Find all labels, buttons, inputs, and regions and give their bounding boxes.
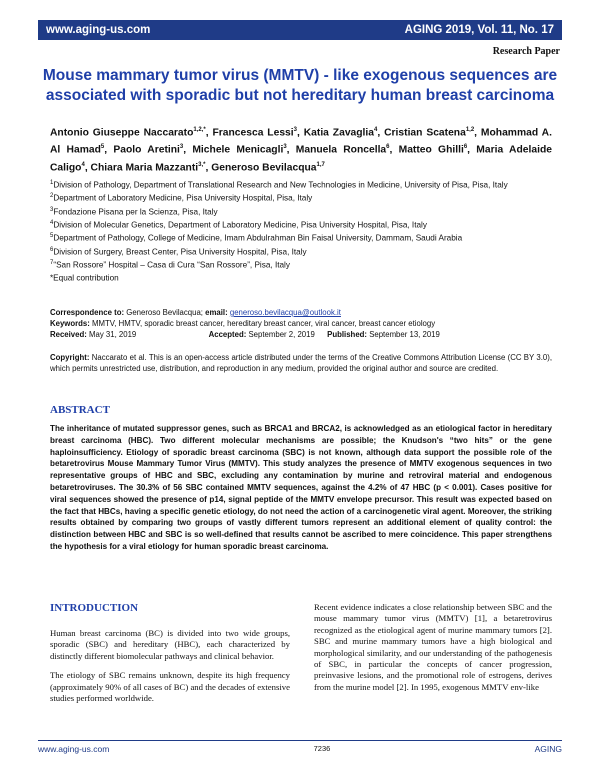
author-affiliation-marker: 4	[81, 161, 85, 168]
author-name: Generoso Bevilacqua	[211, 162, 317, 174]
affiliation-marker: 6	[50, 246, 54, 253]
author-name: Cristian Scatena	[384, 127, 466, 139]
page-number: 7236	[313, 744, 331, 753]
email-link[interactable]: generoso.bevilacqua@outlook.it	[229, 308, 341, 317]
affiliation-text: Division of Surgery, Breast Center, Pisa University Hospital, Pisa, Italy	[53, 247, 307, 257]
journal-site-link[interactable]: www.aging-us.com	[46, 24, 151, 36]
footer-site-link[interactable]: www.aging-us.com	[38, 744, 110, 754]
author-name: Katia Zavaglia	[303, 127, 375, 139]
introduction-heading: INTRODUCTION	[50, 602, 139, 614]
keywords: MMTV, HMTV, sporadic breast cancer, hereditary breast cancer, viral cancer, breast cancer etiology	[92, 319, 436, 329]
affiliation	[50, 218, 552, 231]
author-name: Matteo Ghilli	[398, 144, 464, 156]
email-label: email:	[205, 308, 228, 317]
author-affiliation-marker: 1,7	[316, 161, 325, 168]
correspondence-label: Correspondence to:	[50, 308, 125, 317]
intro-right-column	[314, 602, 552, 693]
author-affiliation-marker: 1,2,*	[193, 127, 206, 133]
affiliation	[50, 258, 552, 271]
accepted-date: September 2, 2019	[248, 330, 315, 340]
author-name: Chiara Maria Mazzanti	[90, 162, 199, 174]
affiliation	[50, 205, 552, 218]
accepted-label: Accepted:	[208, 330, 247, 340]
affiliation	[50, 245, 552, 258]
affiliation	[50, 271, 552, 284]
published-label: Published:	[327, 330, 368, 340]
received-date: May 31, 2019	[89, 330, 137, 340]
author-affiliation-marker: 4	[374, 127, 378, 133]
abstract-text: The inheritance of mutated suppressor genes, such as BRCA1 and BRCA2, is acknowledged as an etiological factor in hereditary breast carcinoma (HBC). Two different molecular mechanisms are possible; the Knudson's “two hits” or the gene haploinsufficiency. Etiology of sporadic breast carcinoma (SBC) is not known, although data support the possible role of the betaretrovirus Mouse Mammary Tumor Virus (MMTV). This study analyzes the presence of MMTV exogenous sequences in two representative groups of HBC and SBC, excluding any contamination by murine and retroviral material and endogenous betaretroviruses. The 30.3% of 56 SBC contained MMTV sequences, against the 4.2% of 47 HBC (p < 0.001). Cases positive for viral sequences showed the presence of p14, signal peptide of the MMTV envelope precursor. This result was expected based on the fact that HBCs, having a specific genetic etiology, do not need the action of a carcinogenetic viral agent. Moreover, the striking results obtained by comparing two groups of vastly different tumors represent an additional element of quality control: the distinction between HBC and SBC is so well-defined that results cannot be ascribed to mere coincidence. This paper strengthens the hypothesis for a viral etiology for human sporadic breast carcinoma.	[50, 424, 552, 551]
intro-paragraph-3: Recent evidence indicates a close relationship between SBC and the mouse mammary tumor virus (MMTV) [1], a betaretrovirus recognized as the etiological agent of murine mammary tumors [2]. SBC and murine mammary tumors have a high biological and morphological similarity, and our understanding of the pathogenesis of SBC, in particular the concepts of cancer progression, preinvasive lesions, and the promotional role of estrogens, derives from the murine model [2]. In 1995, exogenous MMTV env-like	[314, 602, 552, 692]
author-name: Manuela Roncella	[295, 144, 387, 156]
affiliation-marker: 7	[50, 259, 54, 266]
author-name: Francesca Lessi	[212, 127, 294, 139]
published-date: September 13, 2019	[369, 330, 440, 340]
intro-left-column	[50, 628, 290, 712]
article-meta	[50, 307, 552, 341]
affiliation-marker: 3	[50, 206, 54, 213]
intro-paragraph-1: Human breast carcinoma (BC) is divided into two wide groups, sporadic (SBC) and hereditary (HBC), each characterized by distinctly different biomolecular pathways and clinical behavior.	[50, 628, 290, 661]
footer-journal: AGING	[534, 744, 562, 754]
author-affiliation-marker: 5	[100, 144, 105, 151]
affiliation	[50, 231, 552, 244]
affiliation-marker: 1	[50, 180, 54, 186]
correspondence-name: Generoso Bevilacqua;	[126, 308, 203, 317]
copyright-label: Copyright:	[50, 353, 90, 362]
paper-title: Mouse mammary tumor virus (MMTV) - like exogenous sequences are associated with sporadic but not hereditary human breast carcinoma	[42, 67, 558, 104]
copyright-notice	[50, 352, 552, 374]
affiliation-text: “San Rossore” Hospital – Casa di Cura “San Rossore”, Pisa, Italy	[53, 260, 290, 270]
affiliation-text: Division of Pathology, Department of Translational Research and New Technologies in Medicine, University of Pisa, Pisa, Italy	[53, 180, 508, 190]
journal-issue: AGING 2019, Vol. 11, No. 17	[404, 24, 554, 36]
copyright-text: Naccarato et al. This is an open-access article distributed under the terms of the Creative Commons Attribution License (CC BY 3.0), which permits unrestricted use, distribution, and reproduction in any medium, provided the original author and source are credited.	[50, 353, 552, 373]
author-name: Paolo Aretini	[113, 144, 180, 156]
author-name: Mohammad A. Al Hamad	[50, 127, 552, 156]
author-affiliation-marker: 6	[463, 144, 468, 151]
author-affiliation-marker: 1,2	[465, 127, 475, 133]
author-affiliation-marker: 6	[386, 144, 390, 151]
page-footer	[38, 744, 562, 754]
paper-type: Research Paper	[492, 46, 560, 57]
journal-header-bar	[38, 20, 562, 40]
affiliation-list	[50, 178, 552, 285]
author-affiliation-marker: 3,*	[198, 161, 206, 168]
abstract-heading: ABSTRACT	[50, 404, 110, 416]
affiliation-text: *Equal contribution	[50, 274, 119, 284]
affiliation-marker: 4	[50, 219, 54, 226]
affiliation	[50, 191, 552, 204]
affiliation-text: Department of Laboratory Medicine, Pisa University Hospital, Pisa, Italy	[53, 194, 313, 204]
author-affiliation-marker: 3	[283, 144, 287, 151]
affiliation-marker: 2	[50, 193, 54, 200]
author-name: Maria Adelaide Caligo	[50, 144, 552, 174]
author-affiliation-marker: 3	[293, 127, 297, 133]
intro-paragraph-2: The etiology of SBC remains unknown, despite its high frequency (approximately 90% of all cases of BC) and the decades of extensive studies performed worldwide.	[50, 670, 290, 704]
keywords-label: Keywords:	[50, 319, 90, 329]
affiliation-text: Fondazione Pisana per la Scienza, Pisa, Italy	[53, 207, 218, 217]
affiliation-text: Department of Pathology, College of Medicine, Imam Abdulrahman Bin Faisal University, Dammam, Saudi Arabia	[53, 234, 463, 244]
author-affiliation-marker: 3	[179, 144, 184, 151]
author-list: Antonio Giuseppe Naccarato$^{1,2,*}$, Francesca Lessi$^3$, Katia Zavaglia$^4$, Cristian Scatena$^{1,2}$, Mohammad A. Al Hamad$^5$, Paolo Aretini$^3$, Michele Menicagli$^3$, Manuela Roncella$^6$, Matteo Ghilli$^6$, Maria Adelaide Caligo$^4$, Chiara Maria Mazzanti$^{3,*}$, Generoso Bevilacqua$^{1,7}$	[50, 127, 552, 174]
affiliation-text: Division of Molecular Genetics, Department of Laboratory Medicine, Pisa University Hospital, Pisa, Italy	[53, 220, 427, 230]
affiliation	[50, 178, 552, 191]
received-label: Received:	[50, 330, 87, 340]
author-name: Michele Menicagli	[192, 144, 284, 156]
author-name: Antonio Giuseppe Naccarato	[50, 127, 194, 139]
footer-divider	[38, 740, 562, 741]
affiliation-marker: 5	[50, 233, 54, 240]
